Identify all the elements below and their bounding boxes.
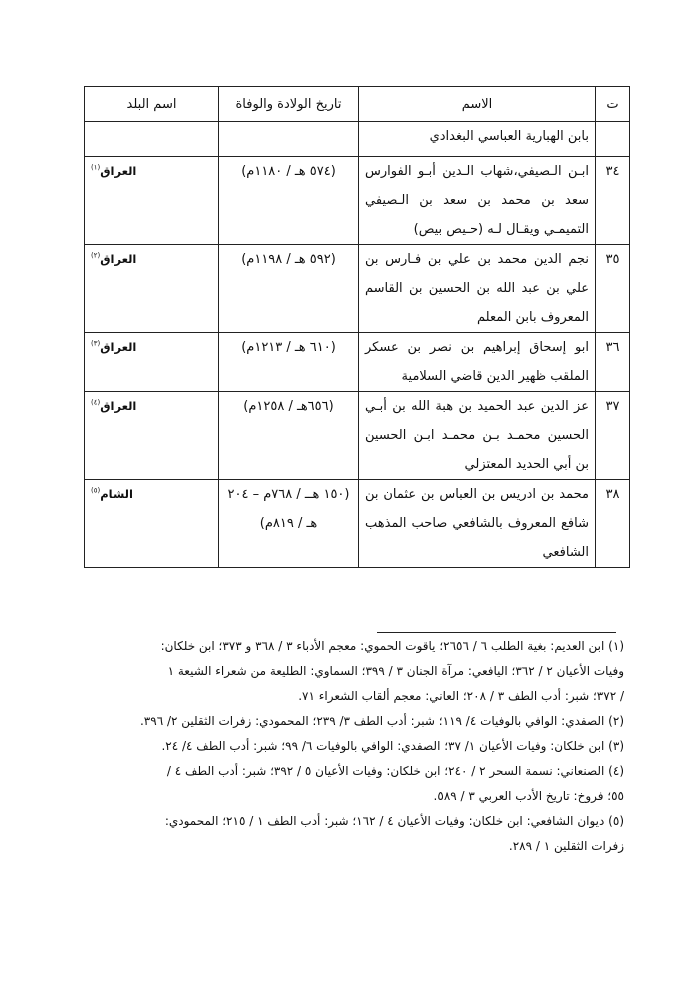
footnote-ref: (٤): [91, 398, 101, 407]
row-dates: (١٥٠ هــ / ٧٦٨م – ٢٠٤ هـ / ٨١٩م): [219, 480, 359, 568]
table-row-continuation: [85, 122, 630, 157]
footnote-separator: [377, 632, 616, 633]
row-country: [85, 157, 219, 245]
country-name: العراق: [100, 399, 137, 413]
footnote-line: (٥) ديوان الشافعي: ابن خلكان: وفيات الأعيان ٤ / ١٦٢؛ شبر: أدب الطف ١ / ٢١٥؛ المحمودي:: [164, 814, 624, 828]
row-country: [85, 480, 219, 568]
footnote-line: (١) ابن العديم: بغية الطلب ٦ / ٢٦٥٦؛ ياقوت الحموي: معجم الأدباء ٣ / ٣٦٨ و ٣٧٣؛ ابن خلكان:: [160, 639, 624, 653]
row-dates: (٥٩٢ هـ / ١١٩٨م): [219, 245, 359, 333]
row-number: ٣٦: [596, 333, 630, 392]
table-row: [85, 392, 630, 480]
header-name: الاسم: [359, 87, 596, 122]
footnote-4: [72, 759, 624, 809]
footnote-line: وفيات الأعيان ٢ / ٣٦٢؛ اليافعي: مرآة الجنان ٣ / ٣٩٩؛ السماوي: الطليعة من شعراء الشيعة ١: [167, 664, 624, 678]
row-name: ابو إسحاق إبراهيم بن نصر بن عسكر الملقب ظهير الدين قاضي السلامية: [359, 333, 596, 392]
footnote-ref: (٣): [91, 339, 101, 348]
table-header-row: [85, 87, 630, 122]
country-name: العراق: [100, 252, 137, 266]
row-number: ٣٥: [596, 245, 630, 333]
row-name: محمد بن ادريس بن العباس بن عثمان بن شافع المعروف بالشافعي صاحب المذهب الشافعي: [359, 480, 596, 568]
row-dates: (٦١٠ هـ / ١٢١٣م): [219, 333, 359, 392]
footnote-5: [72, 809, 624, 859]
header-number: ت: [596, 87, 630, 122]
footnote-line: (٢) الصفدي: الوافي بالوفيات ٤/ ١١٩؛ شبر: أدب الطف ٣/ ٢٣٩؛ المحمودي: زفرات الثقلين ٢/ ٣٩٦.: [139, 714, 624, 728]
footnote-3: [72, 734, 624, 759]
footnote-line: ٥٥؛ فروخ: تاريخ الأدب العربي ٣ / ٥٨٩.: [433, 789, 624, 803]
country-name: العراق: [100, 340, 137, 354]
footnote-line: (٤) الصنعاني: نسمة السحر ٢ / ٢٤٠؛ ابن خلكان: وفيات الأعيان ٥ / ٣٩٢؛ شبر: أدب الطف ٤ /: [166, 764, 624, 778]
table-row: [85, 480, 630, 568]
row-number: ٣٤: [596, 157, 630, 245]
biography-table: [84, 86, 630, 568]
row-number: ٣٨: [596, 480, 630, 568]
table-row: [85, 245, 630, 333]
footnotes: [72, 634, 624, 859]
footnote-1: [72, 634, 624, 709]
row-number: ٣٧: [596, 392, 630, 480]
row-country: [85, 392, 219, 480]
continuation-name: بابن الهبارية العباسي البغدادي: [359, 122, 596, 157]
footnote-ref: (٢): [91, 251, 101, 260]
header-dates: تاريخ الولادة والوفاة: [219, 87, 359, 122]
row-name: عز الدين عبد الحميد بن هبة الله بن أبـي الحسين محمـد بـن محمـد ابـن الحسين بن أبي الحديد المعتزلي: [359, 392, 596, 480]
row-country: [85, 333, 219, 392]
country-name: العراق: [100, 164, 137, 178]
header-country: اسم البلد: [85, 87, 219, 122]
country-name: الشام: [100, 487, 133, 501]
row-country: [85, 245, 219, 333]
row-dates: (٦٥٦هـ / ١٢٥٨م): [219, 392, 359, 480]
row-name: ابـن الـصيفي،شهاب الـدين أبـو الفوارس سعد بن محمد بن سعد بن الـصيفي التميمـي ويقـال لـه (حـيص بيص): [359, 157, 596, 245]
footnote-2: [72, 709, 624, 734]
row-name: نجم الدين محمد بن علي بن فـارس بن علي بن عبد الله بن الحسين بن القاسم المعروف بابن المعلم: [359, 245, 596, 333]
footnote-ref: (٥): [91, 486, 101, 495]
footnote-line: / ٣٧٢؛ شبر: أدب الطف ٣ / ٢٠٨؛ العاني: معجم ألقاب الشعراء ٧١.: [298, 689, 624, 703]
footnote-ref: (١): [91, 163, 101, 172]
table-row: [85, 157, 630, 245]
footnote-line: (٣) ابن خلكان: وفيات الأعيان ١/ ٣٧؛ الصفدي: الوافي بالوفيات ٦/ ٩٩؛ شبر: أدب الطف ٤/ ٢٤.: [161, 739, 624, 753]
table-row: [85, 333, 630, 392]
row-dates: (٥٧٤ هـ / ١١٨٠م): [219, 157, 359, 245]
footnote-line: زفرات الثقلين ١ / ٢٨٩.: [508, 839, 624, 853]
